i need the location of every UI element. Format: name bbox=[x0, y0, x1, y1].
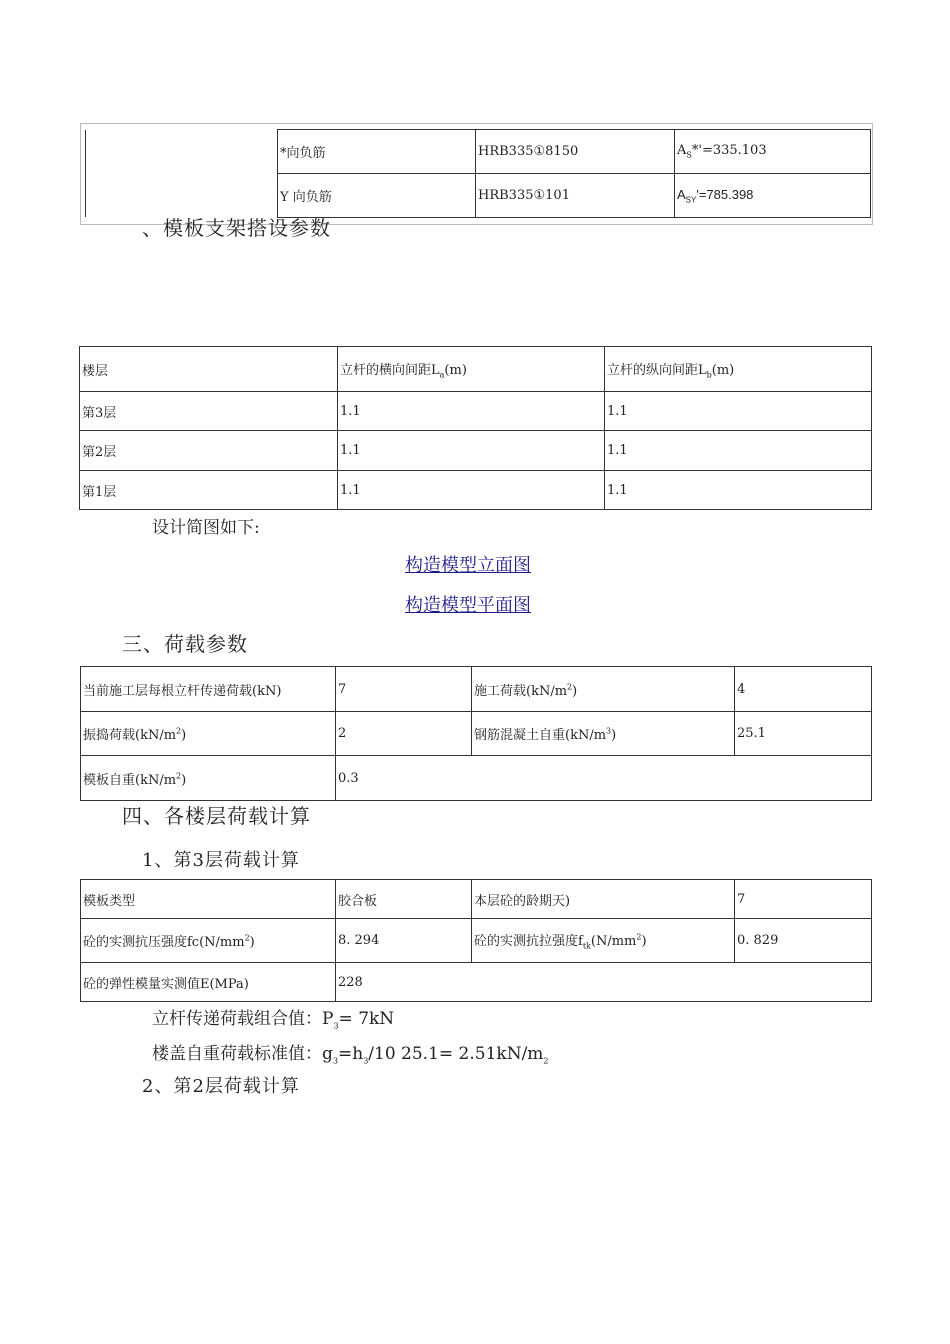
subheading-floor3: 1、第3层荷载计算 bbox=[142, 850, 300, 871]
support-spacing-table bbox=[79, 346, 872, 510]
concrete-value: 胶合板 bbox=[336, 880, 472, 919]
rebar-table-left-line bbox=[85, 130, 86, 217]
concrete-properties-table bbox=[80, 879, 872, 1002]
formula-g3: 楼盖自重荷载标准值：$g_3=h_3/10$ $25.1= 2.51kN/m_2$ bbox=[152, 1044, 549, 1066]
load-value: 0.3 bbox=[336, 756, 872, 801]
lb-cell: 1.1 bbox=[605, 392, 872, 431]
section-heading-support: 、模板支架搭设参数 bbox=[142, 216, 331, 240]
load-parameters-table bbox=[80, 666, 872, 801]
header-longitudinal-spacing: 立杆的纵向间距$L_b(m)$ bbox=[605, 347, 872, 392]
load-label: 模板自重$(kN/m^2)$ bbox=[81, 756, 336, 801]
floor-cell: 第3层 bbox=[80, 392, 338, 431]
la-cell: 1.1 bbox=[338, 471, 605, 510]
elevation-diagram-link[interactable]: 构造模型立面图 bbox=[405, 555, 531, 576]
concrete-label: 模板类型 bbox=[81, 880, 336, 919]
concrete-value: 0. 829 bbox=[735, 919, 872, 963]
rebar-area-cell: $A_S*'=335.103$ bbox=[675, 130, 871, 174]
load-label: 当前施工层每根立杆传递荷载(kN) bbox=[81, 667, 336, 712]
la-cell: 1.1 bbox=[338, 392, 605, 431]
floor-cell: 第1层 bbox=[80, 471, 338, 510]
rebar-table bbox=[277, 129, 871, 218]
rebar-spec-cell: HRB335①8150 bbox=[476, 130, 675, 174]
table-row bbox=[80, 471, 872, 510]
rebar-spec-cell: HRB335①101 bbox=[476, 174, 675, 218]
formula-p3: 立杆传递荷载组合值：$P_3= 7kN$ bbox=[152, 1009, 395, 1031]
table-row bbox=[80, 431, 872, 471]
section-heading-loads: 三、荷载参数 bbox=[122, 632, 248, 656]
load-value: 2 bbox=[336, 712, 472, 756]
rebar-name-cell: *向负筋 bbox=[278, 130, 476, 174]
design-note: 设计简图如下: bbox=[152, 518, 260, 538]
load-value: 4 bbox=[735, 667, 872, 712]
load-label: 振捣荷载$(kN/m^2)$ bbox=[81, 712, 336, 756]
concrete-label: 砼的实测抗拉强度$f_{tk}(N/mm^2)$ bbox=[472, 919, 735, 963]
concrete-label: 砼的实测抗压强度$fc(N/mm^2)$ bbox=[81, 919, 336, 963]
concrete-value: 7 bbox=[735, 880, 872, 919]
rebar-name-cell: Y 向负筋 bbox=[278, 174, 476, 218]
concrete-label: 本层砼的龄期天) bbox=[472, 880, 735, 919]
section-heading-floor-loads: 四、各楼层荷载计算 bbox=[122, 804, 311, 828]
floor-cell: 第2层 bbox=[80, 431, 338, 471]
header-floor: 楼层 bbox=[80, 347, 338, 392]
load-value: 7 bbox=[336, 667, 472, 712]
concrete-label: 砼的弹性模量实测值E(MPa) bbox=[81, 963, 336, 1002]
load-label: 钢筋混凝土自重$(kN/m^3)$ bbox=[472, 712, 735, 756]
lb-cell: 1.1 bbox=[605, 471, 872, 510]
plan-diagram-link[interactable]: 构造模型平面图 bbox=[405, 595, 531, 616]
la-cell: 1.1 bbox=[338, 431, 605, 471]
subheading-floor2: 2、第2层荷载计算 bbox=[142, 1076, 300, 1097]
concrete-value: 228 bbox=[336, 963, 872, 1002]
header-transverse-spacing: 立杆的横向间距$L_a(m)$ bbox=[338, 347, 605, 392]
load-value: 25.1 bbox=[735, 712, 872, 756]
concrete-value: 8. 294 bbox=[336, 919, 472, 963]
rebar-area-cell: $A_{SY}'=785.398$ bbox=[675, 174, 871, 218]
load-label: 施工荷载$(kN/m^2)$ bbox=[472, 667, 735, 712]
table-row bbox=[80, 392, 872, 431]
lb-cell: 1.1 bbox=[605, 431, 872, 471]
